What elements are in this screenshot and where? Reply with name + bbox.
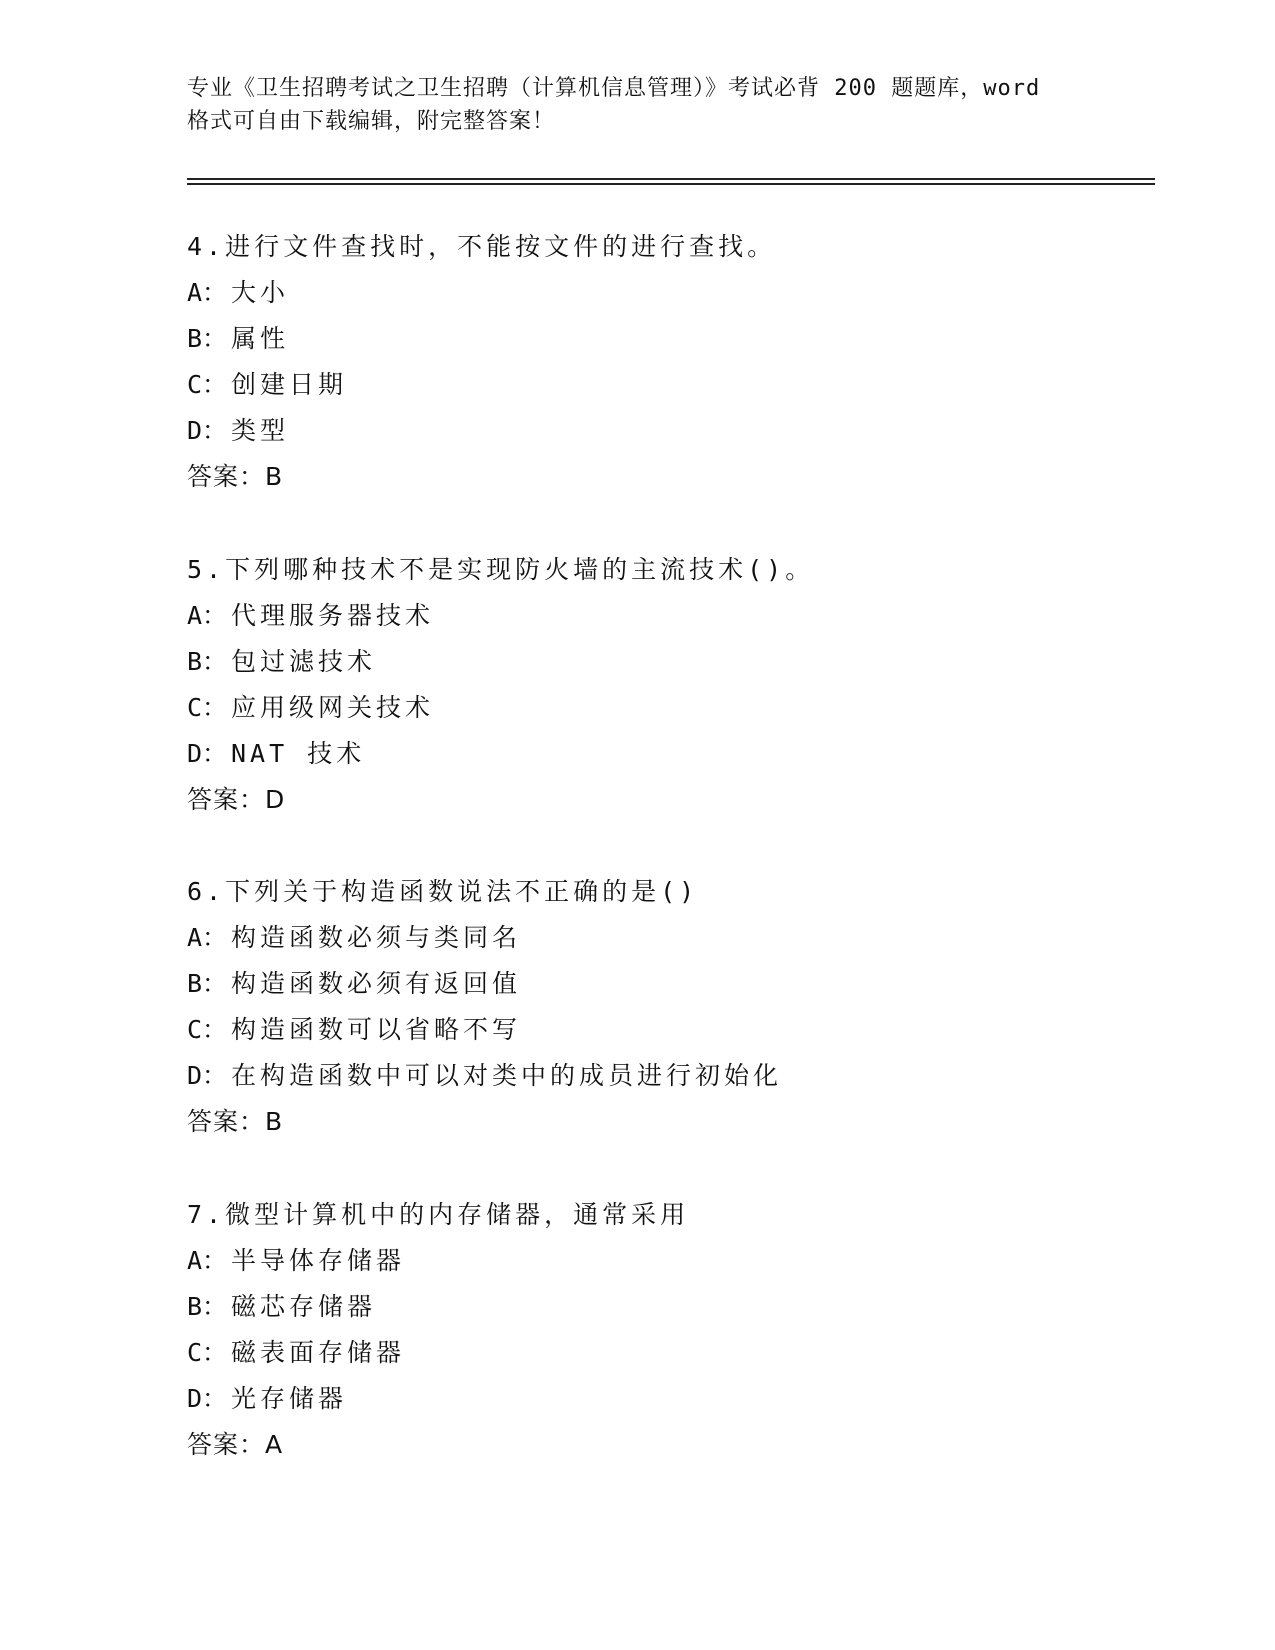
- answer-line: 答案：A: [187, 1430, 284, 1459]
- option-a: [187, 915, 1147, 961]
- option-d: [187, 1376, 1147, 1422]
- option-text: 包过滤技术: [231, 647, 377, 676]
- option-d: [187, 1053, 1147, 1099]
- option-text: 在构造函数中可以对类中的成员进行初始化: [231, 1061, 783, 1090]
- option-key: A：: [187, 278, 228, 307]
- option-b: [187, 961, 1147, 1007]
- question-block: [187, 869, 1147, 1145]
- option-text: 磁表面存储器: [231, 1338, 406, 1367]
- option-key: C：: [187, 693, 228, 722]
- header-rule-top: [187, 178, 1155, 180]
- option-text: 构造函数必须有返回值: [231, 969, 522, 998]
- question-stem: 5.下列哪种技术不是实现防火墙的主流技术()。: [187, 555, 815, 584]
- option-key: C：: [187, 1015, 228, 1044]
- option-key: D：: [187, 739, 228, 768]
- question-block: [187, 547, 1147, 823]
- option-key: A：: [187, 923, 228, 952]
- document-header: [187, 72, 1097, 138]
- question-block: [187, 224, 1147, 500]
- header-line-2: 格式可自由下载编辑，附完整答案！: [187, 109, 556, 134]
- option-text: 光存储器: [231, 1384, 348, 1413]
- option-key: C：: [187, 1338, 228, 1367]
- option-key: D：: [187, 1061, 228, 1090]
- option-key: B：: [187, 969, 228, 998]
- question-stem: 7.微型计算机中的内存储器，通常采用: [187, 1200, 690, 1229]
- option-a: [187, 593, 1147, 639]
- option-text: NAT 技术: [231, 739, 366, 768]
- option-key: C：: [187, 370, 228, 399]
- answer-line: 答案：B: [187, 1107, 284, 1136]
- answer-line: 答案：B: [187, 462, 284, 491]
- option-text: 构造函数可以省略不写: [231, 1015, 522, 1044]
- option-text: 半导体存储器: [231, 1246, 406, 1275]
- option-c: [187, 1330, 1147, 1376]
- option-a: [187, 270, 1147, 316]
- option-key: D：: [187, 416, 228, 445]
- option-key: D：: [187, 1384, 228, 1413]
- question-block: [187, 1192, 1147, 1468]
- option-key: B：: [187, 647, 228, 676]
- option-b: [187, 639, 1147, 685]
- option-text: 应用级网关技术: [231, 693, 435, 722]
- option-c: [187, 362, 1147, 408]
- option-text: 代理服务器技术: [231, 601, 435, 630]
- option-d: [187, 408, 1147, 454]
- option-a: [187, 1238, 1147, 1284]
- question-stem: 6.下列关于构造函数说法不正确的是(): [187, 877, 699, 906]
- option-b: [187, 1284, 1147, 1330]
- option-b: [187, 316, 1147, 362]
- option-c: [187, 1007, 1147, 1053]
- option-text: 构造函数必须与类同名: [231, 923, 522, 952]
- option-text: 创建日期: [231, 370, 348, 399]
- option-text: 磁芯存储器: [231, 1292, 377, 1321]
- option-d: [187, 731, 1147, 777]
- option-key: A：: [187, 1246, 228, 1275]
- option-c: [187, 685, 1147, 731]
- header-rule-bottom: [187, 183, 1155, 185]
- option-key: B：: [187, 324, 228, 353]
- option-text: 属性: [231, 324, 290, 353]
- option-key: A：: [187, 601, 228, 630]
- question-stem: 4.进行文件查找时，不能按文件的进行查找。: [187, 232, 777, 261]
- option-text: 类型: [231, 416, 290, 445]
- option-text: 大小: [231, 278, 290, 307]
- option-key: B：: [187, 1292, 228, 1321]
- header-line-1: 专业《卫生招聘考试之卫生招聘（计算机信息管理）》考试必背 200 题题库，word: [187, 76, 1041, 101]
- answer-line: 答案：D: [187, 785, 286, 814]
